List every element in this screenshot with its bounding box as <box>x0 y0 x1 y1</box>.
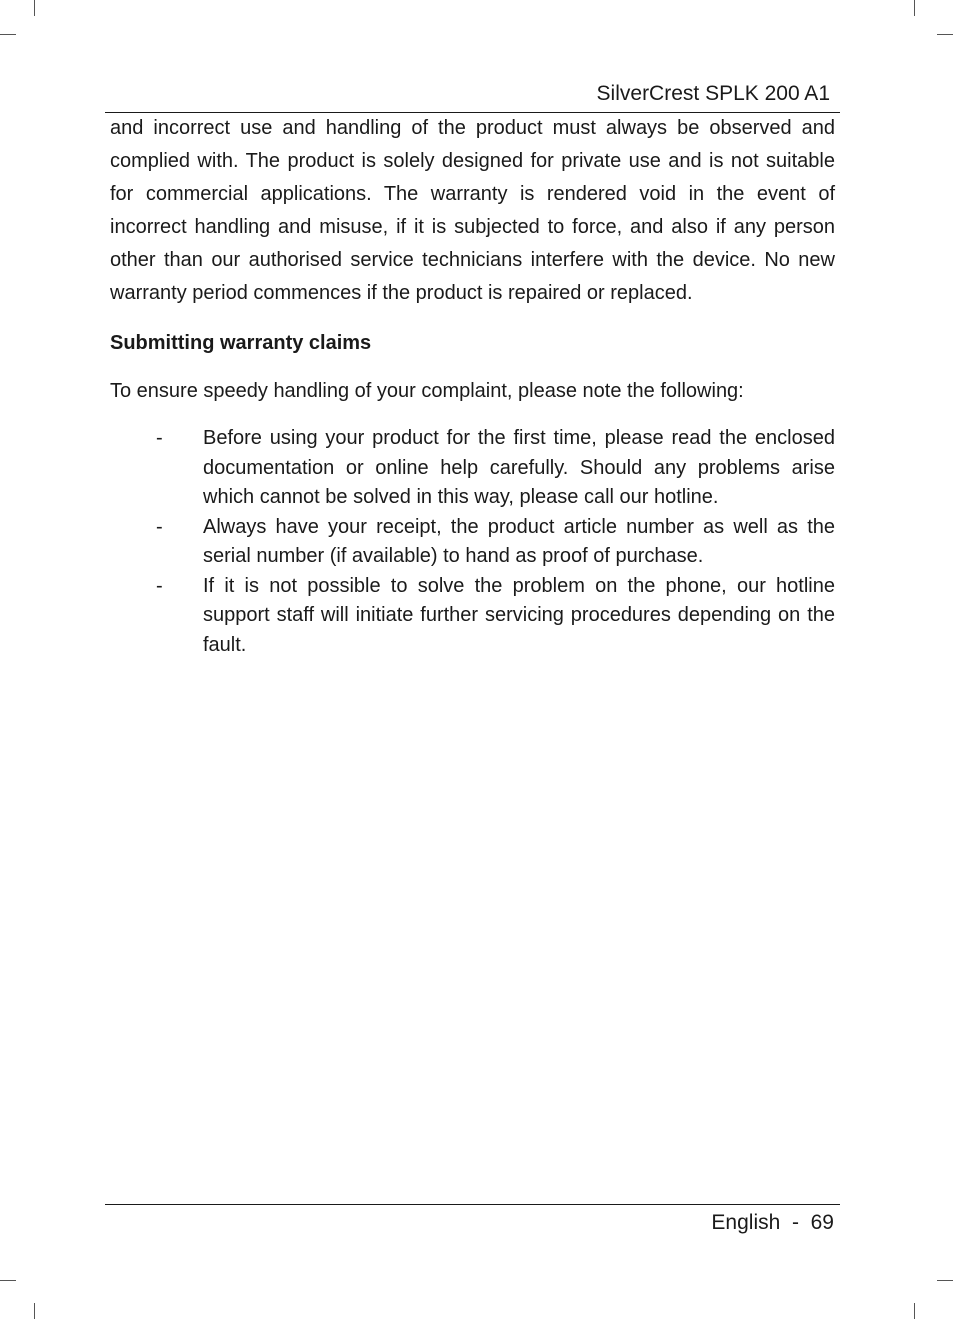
list-item-text: If it is not possible to solve the problem on the phone, our hotline support staff will initiate further servicing procedures depending on the fault. <box>203 574 835 656</box>
page-content <box>110 112 835 660</box>
list-item <box>110 424 835 513</box>
running-header: SilverCrest SPLK 200 A1 <box>596 82 830 105</box>
section-heading: Submitting warranty claims <box>110 332 372 354</box>
crop-mark-top-left-h <box>0 34 16 35</box>
list-item-text: Before using your product for the first time, please read the enclosed documentation or online help carefully. Should any problems arise which cannot be solved in this way, please call our hotline. <box>203 427 835 508</box>
list-item <box>110 572 835 661</box>
crop-mark-bottom-right-h <box>937 1280 953 1281</box>
crop-mark-bottom-right <box>914 1303 915 1319</box>
crop-mark-top-left <box>34 0 35 16</box>
page-number: English - 69 <box>711 1211 834 1234</box>
crop-mark-bottom-left <box>34 1303 35 1319</box>
crop-mark-top-right-h <box>937 34 953 35</box>
footer-rule <box>105 1204 840 1205</box>
crop-mark-top-right <box>914 0 915 16</box>
list-item <box>110 513 835 572</box>
continuation-paragraph: and incorrect use and handling of the product must always be observed and complied with. The product is solely designed for private use and is not suitable for commercial applications. The warranty is rendered void in the event of incorrect handling and misuse, if it is subjected to force, and also if any person other than our authorised service technicians interfere with the device. No new warranty period commences if the product is repaired or replaced. <box>110 117 835 304</box>
crop-mark-bottom-left-h <box>0 1280 16 1281</box>
intro-paragraph: To ensure speedy handling of your complaint, please note the following: <box>110 380 744 402</box>
list-dash: - <box>156 574 163 597</box>
list-dash: - <box>156 515 163 538</box>
list-dash: - <box>156 427 163 449</box>
claims-list <box>110 424 835 660</box>
list-item-text: Always have your receipt, the product article number as well as the serial number (if available) to hand as proof of purchase. <box>203 515 835 567</box>
